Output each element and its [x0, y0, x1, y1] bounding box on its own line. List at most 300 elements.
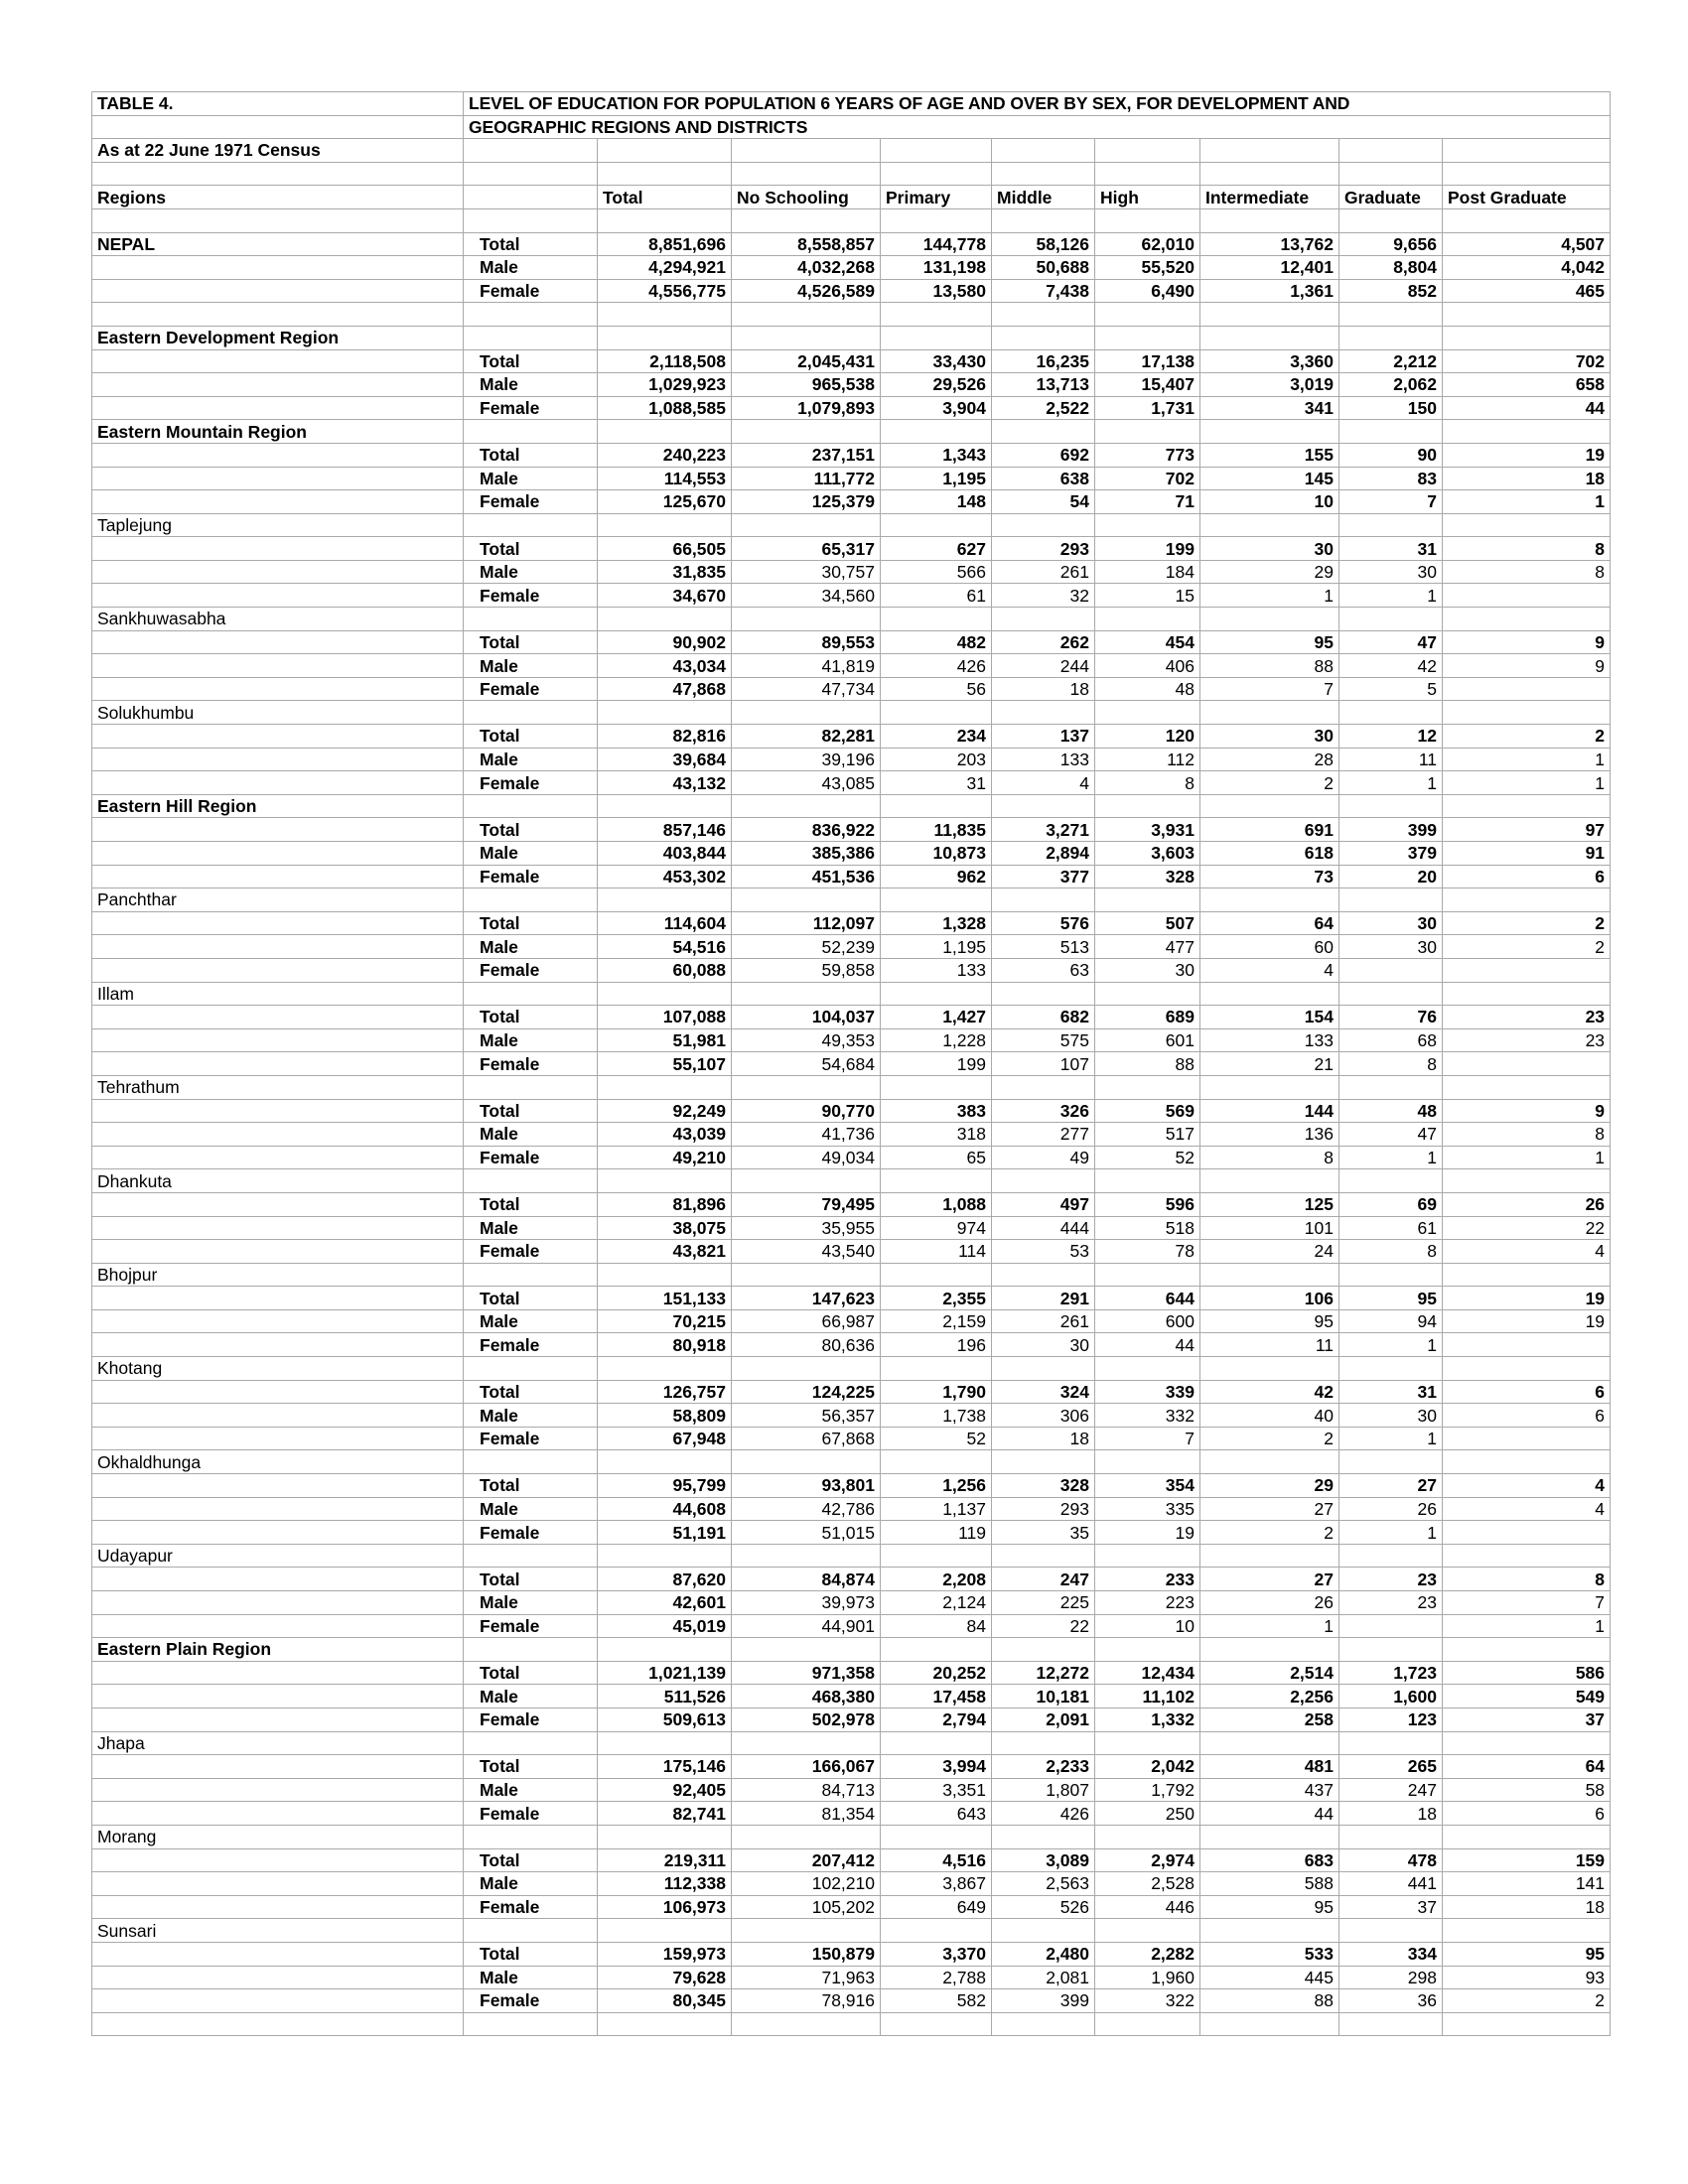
region-heading-row — [92, 888, 1611, 912]
value-cell: 261 — [992, 1309, 1095, 1333]
value-cell: 19 — [1443, 1287, 1611, 1310]
empty-cell — [1339, 208, 1443, 232]
value-cell: 58,126 — [992, 232, 1095, 256]
value-cell: 454 — [1095, 630, 1200, 654]
table-row — [92, 1309, 1611, 1333]
empty-cell — [92, 584, 464, 608]
table-row — [92, 1192, 1611, 1216]
empty-cell — [464, 701, 598, 725]
value-cell: 1,088,585 — [598, 396, 732, 420]
empty-cell — [92, 911, 464, 935]
empty-cell — [732, 1638, 881, 1662]
value-cell: 125,379 — [732, 490, 881, 514]
sex-label: Female — [464, 1052, 598, 1076]
empty-cell — [1443, 982, 1611, 1006]
value-cell: 73 — [1200, 865, 1339, 888]
empty-cell — [92, 560, 464, 584]
empty-cell — [732, 794, 881, 818]
header-row — [92, 186, 1611, 209]
value-cell: 533 — [1200, 1942, 1339, 1966]
value-cell: 250 — [1095, 1802, 1200, 1826]
empty-cell — [92, 467, 464, 490]
value-cell: 511,526 — [598, 1685, 732, 1708]
value-cell: 47,868 — [598, 677, 732, 701]
sex-label: Total — [464, 1380, 598, 1404]
value-cell: 199 — [1095, 537, 1200, 561]
empty-cell — [1200, 608, 1339, 631]
empty-cell — [1443, 139, 1611, 163]
value-cell: 155 — [1200, 443, 1339, 467]
empty-cell — [598, 2012, 732, 2036]
empty-cell — [992, 1731, 1095, 1755]
value-cell: 7 — [1095, 1427, 1200, 1450]
value-cell: 18 — [1443, 467, 1611, 490]
value-cell: 1 — [1200, 1614, 1339, 1638]
value-cell: 377 — [992, 865, 1095, 888]
table-row — [92, 373, 1611, 397]
value-cell: 78,916 — [732, 1989, 881, 2013]
sex-label: Male — [464, 1216, 598, 1240]
table-row — [92, 725, 1611, 749]
empty-cell — [598, 1825, 732, 1848]
header-sex — [464, 186, 598, 209]
value-cell: 42 — [1200, 1380, 1339, 1404]
value-cell: 3,019 — [1200, 373, 1339, 397]
empty-cell — [464, 1075, 598, 1099]
value-cell: 101 — [1200, 1216, 1339, 1240]
empty-cell — [732, 1731, 881, 1755]
empty-cell — [1200, 162, 1339, 186]
blank-row — [92, 2012, 1611, 2036]
table-row — [92, 935, 1611, 959]
value-cell: 1 — [1443, 771, 1611, 795]
value-cell: 219,311 — [598, 1848, 732, 1872]
value-cell: 262 — [992, 630, 1095, 654]
value-cell: 481 — [1200, 1755, 1339, 1779]
value-cell: 30 — [1095, 958, 1200, 982]
value-cell: 8 — [1443, 560, 1611, 584]
value-cell: 144 — [1200, 1099, 1339, 1123]
value-cell: 62,010 — [1095, 232, 1200, 256]
table-row — [92, 1052, 1611, 1076]
value-cell: 133 — [992, 748, 1095, 771]
value-cell: 52 — [1095, 1146, 1200, 1169]
value-cell: 70,215 — [598, 1309, 732, 1333]
value-cell: 42,786 — [732, 1497, 881, 1521]
value-cell: 13,762 — [1200, 232, 1339, 256]
region-heading-row — [92, 1357, 1611, 1381]
empty-cell — [1200, 139, 1339, 163]
value-cell: 379 — [1339, 842, 1443, 866]
empty-cell — [1200, 303, 1339, 327]
value-cell: 56,357 — [732, 1404, 881, 1428]
header-primary: Primary — [881, 186, 992, 209]
empty-cell — [1443, 1544, 1611, 1568]
empty-cell — [881, 513, 992, 537]
value-cell: 107 — [992, 1052, 1095, 1076]
empty-cell — [1443, 794, 1611, 818]
empty-cell — [1443, 1169, 1611, 1193]
region-heading-row — [92, 1825, 1611, 1848]
table-row — [92, 1099, 1611, 1123]
value-cell: 29 — [1200, 560, 1339, 584]
value-cell: 47 — [1339, 1123, 1443, 1147]
value-cell: 49,210 — [598, 1146, 732, 1169]
value-cell: 111,772 — [732, 467, 881, 490]
empty-cell — [732, 208, 881, 232]
region-heading-row — [92, 794, 1611, 818]
value-cell: 339 — [1095, 1380, 1200, 1404]
empty-cell — [92, 443, 464, 467]
table-row — [92, 1614, 1611, 1638]
value-cell: 9 — [1443, 630, 1611, 654]
empty-cell — [1339, 513, 1443, 537]
empty-cell — [1095, 1731, 1200, 1755]
value-cell: 6 — [1443, 1380, 1611, 1404]
value-cell: 16,235 — [992, 349, 1095, 373]
empty-cell — [732, 1075, 881, 1099]
value-cell: 2,355 — [881, 1287, 992, 1310]
empty-cell — [92, 1052, 464, 1076]
value-cell: 87,620 — [598, 1568, 732, 1591]
value-cell: 2,062 — [1339, 373, 1443, 397]
empty-cell — [92, 1521, 464, 1545]
value-cell: 644 — [1095, 1287, 1200, 1310]
value-cell: 48 — [1339, 1099, 1443, 1123]
value-cell: 30 — [1339, 1404, 1443, 1428]
empty-cell — [1443, 701, 1611, 725]
value-cell: 23 — [1443, 1028, 1611, 1052]
empty-cell — [1443, 2012, 1611, 2036]
value-cell: 40 — [1200, 1404, 1339, 1428]
table-row — [92, 1895, 1611, 1919]
value-cell: 702 — [1095, 467, 1200, 490]
value-cell: 8 — [1095, 771, 1200, 795]
empty-cell — [881, 208, 992, 232]
empty-cell — [1339, 303, 1443, 327]
value-cell: 151,133 — [598, 1287, 732, 1310]
region-heading-row — [92, 982, 1611, 1006]
sex-label: Male — [464, 467, 598, 490]
value-cell: 261 — [992, 560, 1095, 584]
value-cell: 26 — [1200, 1591, 1339, 1615]
value-cell: 1,328 — [881, 911, 992, 935]
table-row — [92, 1006, 1611, 1029]
empty-cell — [464, 420, 598, 444]
value-cell: 383 — [881, 1099, 992, 1123]
empty-cell — [92, 1427, 464, 1450]
value-cell: 399 — [992, 1989, 1095, 2013]
value-cell: 2 — [1443, 935, 1611, 959]
empty-cell — [1095, 420, 1200, 444]
value-cell: 199 — [881, 1052, 992, 1076]
empty-cell — [92, 1591, 464, 1615]
value-cell: 61 — [1339, 1216, 1443, 1240]
value-cell: 44 — [1095, 1333, 1200, 1357]
empty-cell — [598, 1263, 732, 1287]
value-cell: 8 — [1443, 537, 1611, 561]
sex-label: Total — [464, 1755, 598, 1779]
header-post-graduate: Post Graduate — [1443, 186, 1611, 209]
value-cell: 3,370 — [881, 1942, 992, 1966]
value-cell: 7 — [1200, 677, 1339, 701]
value-cell: 600 — [1095, 1309, 1200, 1333]
empty-cell — [1095, 888, 1200, 912]
empty-cell — [1095, 208, 1200, 232]
empty-cell — [732, 326, 881, 349]
empty-cell — [1095, 1825, 1200, 1848]
empty-cell — [464, 888, 598, 912]
value-cell: 24 — [1200, 1240, 1339, 1264]
empty-cell — [1200, 2012, 1339, 2036]
empty-cell — [992, 1263, 1095, 1287]
value-cell: 10 — [1095, 1614, 1200, 1638]
value-cell: 10,181 — [992, 1685, 1095, 1708]
empty-cell — [1339, 1263, 1443, 1287]
value-cell: 1,361 — [1200, 279, 1339, 303]
empty-cell — [1443, 1731, 1611, 1755]
table-row — [92, 1872, 1611, 1896]
empty-cell — [464, 162, 598, 186]
value-cell: 133 — [881, 958, 992, 982]
value-cell: 4,516 — [881, 1848, 992, 1872]
value-cell — [1443, 677, 1611, 701]
value-cell: 55,107 — [598, 1052, 732, 1076]
value-cell: 49 — [992, 1146, 1095, 1169]
empty-cell — [92, 1497, 464, 1521]
value-cell: 114,553 — [598, 467, 732, 490]
region-name: Taplejung — [92, 513, 464, 537]
title-row-1 — [92, 92, 1611, 116]
empty-cell — [92, 256, 464, 280]
value-cell: 2 — [1200, 771, 1339, 795]
empty-cell — [464, 982, 598, 1006]
value-cell: 2,563 — [992, 1872, 1095, 1896]
value-cell: 244 — [992, 654, 1095, 678]
empty-cell — [92, 162, 464, 186]
header-high: High — [1095, 186, 1200, 209]
value-cell: 11 — [1339, 748, 1443, 771]
empty-cell — [92, 490, 464, 514]
value-cell: 322 — [1095, 1989, 1200, 2013]
value-cell: 23 — [1339, 1568, 1443, 1591]
table-row — [92, 654, 1611, 678]
empty-cell — [1200, 420, 1339, 444]
value-cell: 403,844 — [598, 842, 732, 866]
value-cell: 84,874 — [732, 1568, 881, 1591]
region-heading-row — [92, 1263, 1611, 1287]
value-cell: 31,835 — [598, 560, 732, 584]
empty-cell — [1200, 1731, 1339, 1755]
empty-cell — [992, 513, 1095, 537]
empty-cell — [1200, 1263, 1339, 1287]
empty-cell — [92, 1895, 464, 1919]
value-cell: 1,228 — [881, 1028, 992, 1052]
table-row — [92, 1848, 1611, 1872]
value-cell: 105,202 — [732, 1895, 881, 1919]
value-cell: 88 — [1200, 1989, 1339, 2013]
value-cell: 89,553 — [732, 630, 881, 654]
value-cell: 2,045,431 — [732, 349, 881, 373]
empty-cell — [1443, 1919, 1611, 1943]
value-cell: 1 — [1339, 1521, 1443, 1545]
value-cell: 507 — [1095, 911, 1200, 935]
value-cell: 328 — [1095, 865, 1200, 888]
value-cell: 1,792 — [1095, 1778, 1200, 1802]
empty-cell — [1339, 2012, 1443, 2036]
empty-cell — [1339, 1731, 1443, 1755]
empty-cell — [1095, 1169, 1200, 1193]
value-cell: 39,684 — [598, 748, 732, 771]
title-row-2 — [92, 115, 1611, 139]
value-cell: 446 — [1095, 1895, 1200, 1919]
empty-cell — [1200, 326, 1339, 349]
value-cell: 12,401 — [1200, 256, 1339, 280]
value-cell: 43,034 — [598, 654, 732, 678]
empty-cell — [881, 303, 992, 327]
value-cell: 2,256 — [1200, 1685, 1339, 1708]
value-cell: 29,526 — [881, 373, 992, 397]
sex-label: Female — [464, 1427, 598, 1450]
value-cell: 247 — [992, 1568, 1095, 1591]
value-cell: 133 — [1200, 1028, 1339, 1052]
value-cell: 47 — [1339, 630, 1443, 654]
empty-cell — [92, 1309, 464, 1333]
sex-label: Female — [464, 1895, 598, 1919]
sex-label: Male — [464, 560, 598, 584]
value-cell: 39,973 — [732, 1591, 881, 1615]
empty-cell — [732, 1544, 881, 1568]
empty-cell — [1443, 208, 1611, 232]
table-row — [92, 1966, 1611, 1989]
empty-cell — [464, 1919, 598, 1943]
value-cell: 68 — [1339, 1028, 1443, 1052]
value-cell: 2 — [1443, 1989, 1611, 2013]
empty-cell — [92, 725, 464, 749]
empty-cell — [881, 326, 992, 349]
empty-cell — [92, 1028, 464, 1052]
value-cell: 2,091 — [992, 1707, 1095, 1731]
table-row — [92, 1989, 1611, 2013]
table-row — [92, 1497, 1611, 1521]
empty-cell — [464, 2012, 598, 2036]
value-cell: 332 — [1095, 1404, 1200, 1428]
value-cell: 441 — [1339, 1872, 1443, 1896]
value-cell: 43,132 — [598, 771, 732, 795]
value-cell: 80,345 — [598, 1989, 732, 2013]
value-cell: 27 — [1200, 1568, 1339, 1591]
empty-cell — [1095, 1638, 1200, 1662]
empty-cell — [881, 1544, 992, 1568]
table-row — [92, 1707, 1611, 1731]
value-cell: 17,138 — [1095, 349, 1200, 373]
empty-cell — [881, 982, 992, 1006]
value-cell: 27 — [1339, 1474, 1443, 1498]
value-cell: 1,256 — [881, 1474, 992, 1498]
empty-cell — [1095, 326, 1200, 349]
empty-cell — [464, 1169, 598, 1193]
empty-cell — [992, 1450, 1095, 1474]
value-cell: 596 — [1095, 1192, 1200, 1216]
value-cell: 575 — [992, 1028, 1095, 1052]
value-cell: 150 — [1339, 396, 1443, 420]
value-cell: 318 — [881, 1123, 992, 1147]
value-cell: 64 — [1443, 1755, 1611, 1779]
empty-cell — [92, 1942, 464, 1966]
value-cell: 8 — [1200, 1146, 1339, 1169]
value-cell: 1,195 — [881, 467, 992, 490]
value-cell: 8 — [1339, 1052, 1443, 1076]
region-name: Khotang — [92, 1357, 464, 1381]
value-cell: 426 — [992, 1802, 1095, 1826]
value-cell: 175,146 — [598, 1755, 732, 1779]
value-cell: 2 — [1200, 1427, 1339, 1450]
value-cell: 1,029,923 — [598, 373, 732, 397]
value-cell: 136 — [1200, 1123, 1339, 1147]
value-cell: 3,271 — [992, 818, 1095, 842]
value-cell: 334 — [1339, 1942, 1443, 1966]
value-cell: 31 — [1339, 1380, 1443, 1404]
value-cell: 10,873 — [881, 842, 992, 866]
region-name: Okhaldhunga — [92, 1450, 464, 1474]
empty-cell — [92, 1240, 464, 1264]
sex-label: Male — [464, 1872, 598, 1896]
table-row — [92, 677, 1611, 701]
value-cell: 23 — [1443, 1006, 1611, 1029]
sex-label: Male — [464, 1685, 598, 1708]
table-title-continued: GEOGRAPHIC REGIONS AND DISTRICTS — [464, 115, 1611, 139]
value-cell: 44,901 — [732, 1614, 881, 1638]
empty-cell — [992, 608, 1095, 631]
empty-cell — [992, 1544, 1095, 1568]
empty-cell — [92, 677, 464, 701]
value-cell: 22 — [992, 1614, 1095, 1638]
value-cell: 601 — [1095, 1028, 1200, 1052]
empty-cell — [1095, 1357, 1200, 1381]
value-cell: 2,233 — [992, 1755, 1095, 1779]
value-cell: 4 — [1443, 1240, 1611, 1264]
empty-cell — [1095, 2012, 1200, 2036]
empty-cell — [1095, 794, 1200, 818]
value-cell — [1443, 584, 1611, 608]
header-graduate: Graduate — [1339, 186, 1443, 209]
region-name: Panchthar — [92, 888, 464, 912]
empty-cell — [1339, 1075, 1443, 1099]
value-cell: 354 — [1095, 1474, 1200, 1498]
empty-cell — [992, 2012, 1095, 2036]
empty-cell — [992, 982, 1095, 1006]
value-cell: 478 — [1339, 1848, 1443, 1872]
empty-cell — [992, 1825, 1095, 1848]
value-cell: 437 — [1200, 1778, 1339, 1802]
empty-cell — [92, 1123, 464, 1147]
region-heading-row — [92, 608, 1611, 631]
value-cell: 95 — [1200, 1309, 1339, 1333]
subtitle-row — [92, 139, 1611, 163]
value-cell: 32 — [992, 584, 1095, 608]
value-cell: 1 — [1339, 1146, 1443, 1169]
empty-cell — [992, 208, 1095, 232]
value-cell: 15 — [1095, 584, 1200, 608]
empty-cell — [1443, 888, 1611, 912]
value-cell: 549 — [1443, 1685, 1611, 1708]
value-cell: 2,894 — [992, 842, 1095, 866]
region-name: Tehrathum — [92, 1075, 464, 1099]
value-cell: 71 — [1095, 490, 1200, 514]
empty-cell — [881, 139, 992, 163]
value-cell — [1339, 958, 1443, 982]
value-cell: 2 — [1443, 725, 1611, 749]
